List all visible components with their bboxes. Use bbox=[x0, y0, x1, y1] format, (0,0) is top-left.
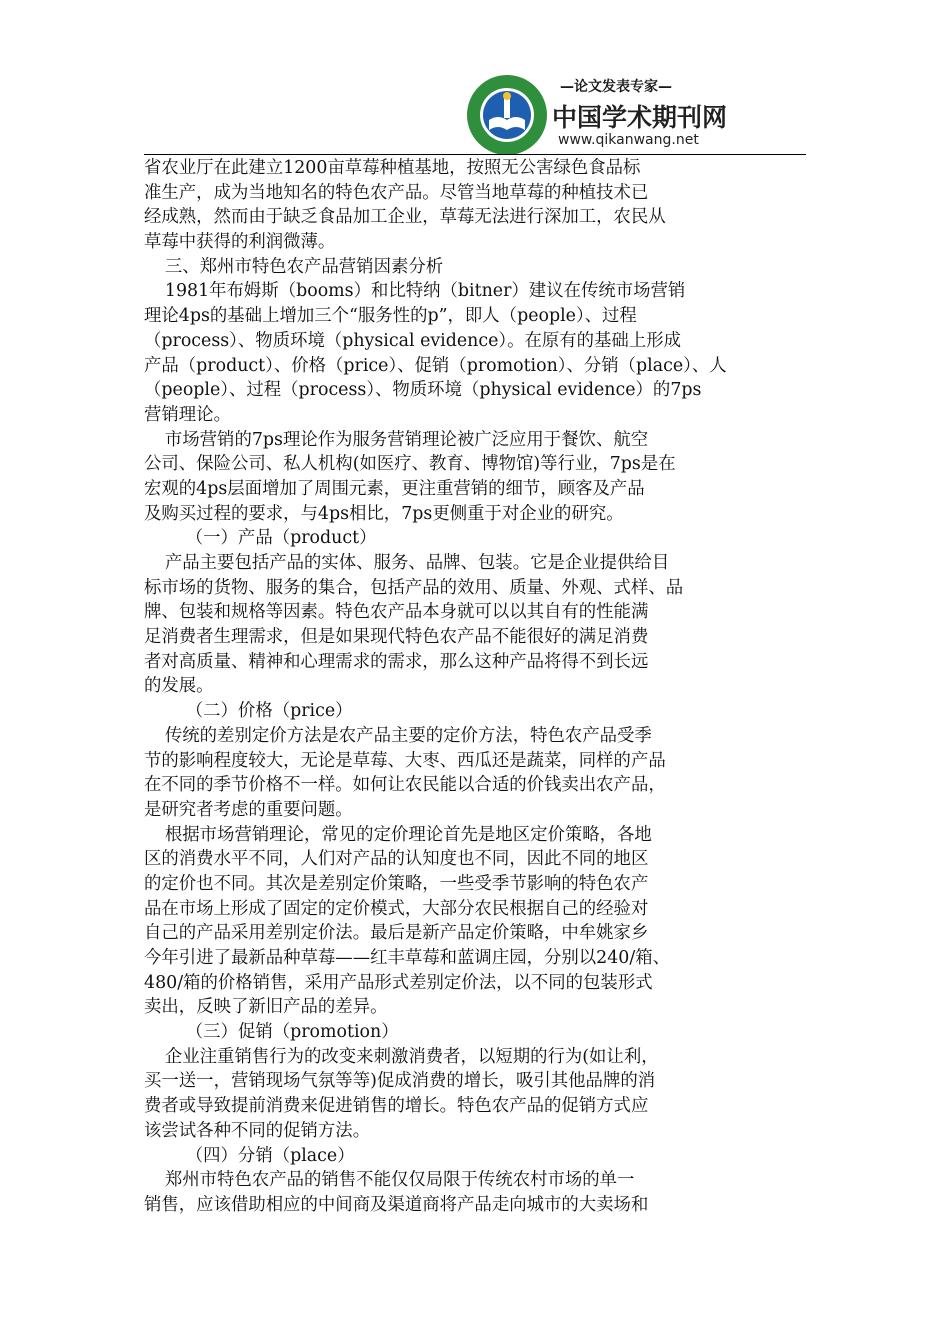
text-line: 产品（product）、价格（price）、促销（promotion）、分销（place）、人 bbox=[144, 355, 727, 376]
text-line: 品在市场上形成了固定的定价模式，大部分农民根据自己的经验对 bbox=[144, 898, 649, 919]
text-line: 郑州市特色农产品的销售不能仅仅局限于传统农村市场的单一 bbox=[164, 1170, 635, 1191]
text-line: 理论4ps的基础上增加三个“服务性的p”，即人（people）、过程 bbox=[144, 306, 637, 327]
text-line: 营销理论。 bbox=[144, 404, 231, 425]
website-url[interactable]: www.qikanwang.net bbox=[558, 132, 699, 148]
text-line: 三、郑州市特色农产品营销因素分析 bbox=[164, 256, 444, 277]
text-line: 今年引进了最新品种草莓——红丰草莓和蓝调庄园，分别以240/箱、 bbox=[144, 948, 670, 968]
text-line: 费者或导致提前消费来促进销售的增长。特色农产品的促销方式应 bbox=[144, 1096, 649, 1117]
text-line: 销售，应该借助相应的中间商及渠道商将产品走向城市的大卖场和 bbox=[144, 1194, 649, 1215]
text-line: 是研究者考虑的重要问题。 bbox=[144, 799, 353, 820]
text-line: 卖出，反映了新旧产品的差异。 bbox=[144, 997, 388, 1018]
page-header bbox=[0, 0, 950, 156]
brand-name: 中国学术期刊网 bbox=[552, 103, 728, 132]
text-line: 区的消费水平不同，人们对产品的认知度也不同，因此不同的地区 bbox=[144, 849, 649, 870]
seal-logo-icon bbox=[466, 74, 548, 156]
text-line: （四）分销（place） bbox=[185, 1145, 355, 1166]
text-line: 在不同的季节价格不一样。如何让农民能以合适的价钱卖出农产品， bbox=[144, 775, 666, 796]
text-line: 市场营销的7ps理论作为服务营销理论被广泛应用于餐饮、航空 bbox=[164, 429, 649, 450]
text-line: （people）、过程（process）、物质环境（physical evidence）的7ps bbox=[144, 380, 702, 401]
text-line: 及购买过程的要求，与4ps相比，7ps更侧重于对企业的研究。 bbox=[144, 503, 624, 524]
text-line: 传统的差别定价方法是农产品主要的定价方法，特色农产品受季 bbox=[164, 725, 652, 746]
text-line: 草莓中获得的利润微薄。 bbox=[144, 232, 336, 253]
header-divider bbox=[144, 154, 806, 155]
text-line: 企业注重销售行为的改变来刺激消费者，以短期的行为(如让利， bbox=[164, 1046, 659, 1067]
text-line: （三）促销（promotion） bbox=[185, 1022, 399, 1043]
text-line: 标市场的货物、服务的集合，包括产品的效用、质量、外观、式样、品 bbox=[144, 577, 684, 598]
text-line: 480/箱的价格销售，采用产品形式差别定价法，以不同的包装形式 bbox=[144, 972, 653, 993]
text-line: （一）产品（product） bbox=[185, 528, 377, 549]
article-body bbox=[144, 156, 806, 1218]
publisher-logo bbox=[466, 72, 728, 156]
text-line: 该尝试各种不同的促销方法。 bbox=[144, 1120, 371, 1141]
text-line: 节的影响程度较大，无论是草莓、大枣、西瓜还是蔬菜，同样的产品 bbox=[144, 750, 666, 771]
text-line: 牌、包装和规格等因素。特色农产品本身就可以以其自有的性能满 bbox=[144, 602, 649, 623]
text-line: 经成熟，然而由于缺乏食品加工企业，草莓无法进行深加工，农民从 bbox=[144, 207, 666, 228]
text-line: 公司、保险公司、私人机构(如医疗、教育、博物馆)等行业，7ps是在 bbox=[144, 454, 676, 475]
text-line: 省农业厅在此建立1200亩草莓种植基地，按照无公害绿色食品标 bbox=[144, 158, 641, 178]
slogan-text: —论文发表专家— bbox=[560, 79, 672, 95]
text-line: 的定价也不同。其次是差别定价策略，一些受季节影响的特色农产 bbox=[144, 873, 649, 894]
text-line: 宏观的4ps层面增加了周围元素，更注重营销的细节，顾客及产品 bbox=[144, 478, 645, 499]
text-line: 者对高质量、精神和心理需求的需求，那么这种产品将得不到长远 bbox=[144, 651, 649, 672]
text-line: （二）价格（price） bbox=[185, 701, 353, 722]
text-line: 足消费者生理需求，但是如果现代特色农产品不能很好的满足消费 bbox=[144, 627, 649, 648]
text-line: 自己的产品采用差别定价法。最后是新产品定价策略，中牟姚家乡 bbox=[144, 923, 649, 944]
text-line: 准生产，成为当地知名的特色农产品。尽管当地草莓的种植技术已 bbox=[144, 182, 649, 203]
text-line: 买一送一，营销现场气氛等等)促成消费的增长，吸引其他品牌的消 bbox=[144, 1071, 656, 1092]
text-line: （process）、物质环境（physical evidence）。在原有的基础上形成 bbox=[144, 330, 681, 351]
text-line: 根据市场营销理论，常见的定价理论首先是地区定价策略，各地 bbox=[164, 824, 652, 845]
text-line: 的发展。 bbox=[144, 676, 214, 697]
text-line: 1981年布姆斯（booms）和比特纳（bitner）建议在传统市场营销 bbox=[164, 281, 686, 302]
text-line: 产品主要包括产品的实体、服务、品牌、包装。它是企业提供给目 bbox=[164, 553, 670, 573]
